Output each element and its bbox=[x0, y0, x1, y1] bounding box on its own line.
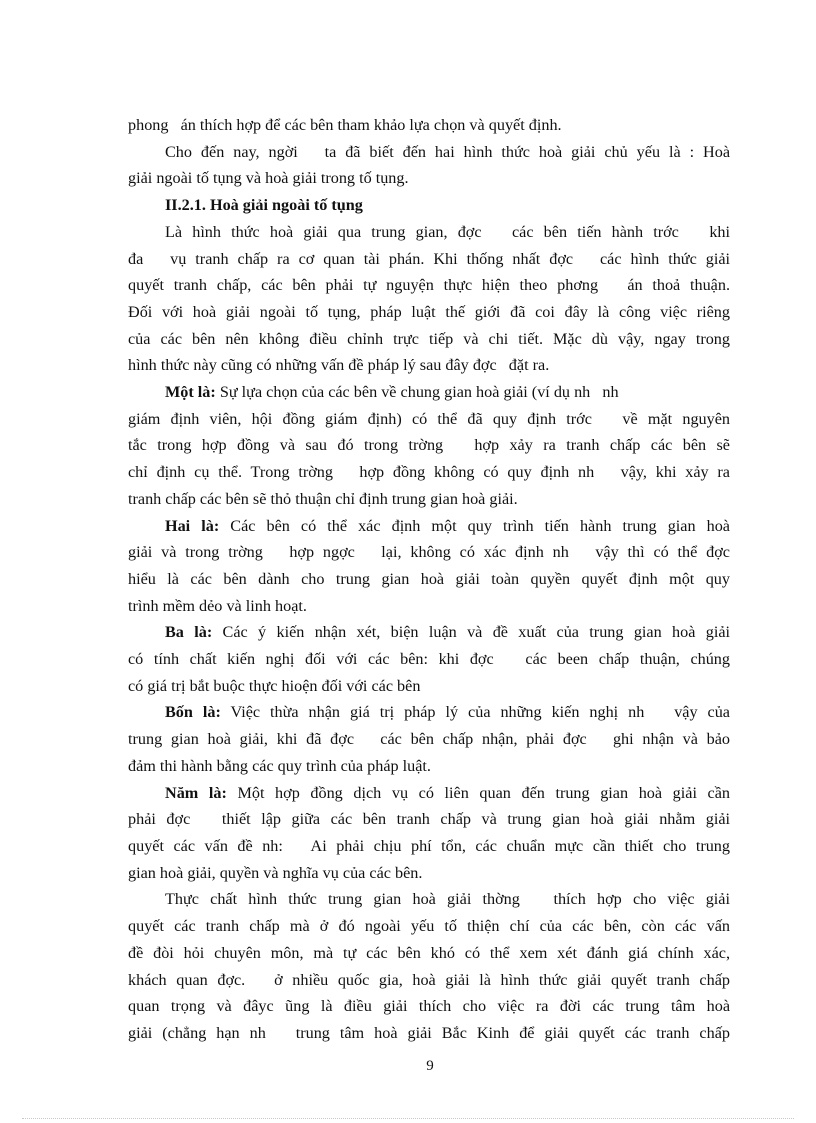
line-text: quyết tranh chấp, các bên phải tự nguyện thực hiện theo phơng án thoả thuận. bbox=[128, 276, 730, 295]
line-text: giải và trong trờng hợp ngợc lại, không có xác định nh vậy thì có thể đợc bbox=[128, 543, 730, 562]
line-text: Thực chất hình thức trung gian hoà giải thờng thích hợp cho việc giải bbox=[165, 890, 730, 909]
line-text: Việc thừa nhận giá trị pháp lý của những kiến nghị nh vậy của bbox=[220, 703, 730, 722]
text-line bbox=[128, 539, 730, 566]
text-line bbox=[128, 753, 730, 780]
line-text: quan trọng và đâyc ũng là điều giải thích cho việc ra đời các trung tâm hoà bbox=[128, 997, 730, 1016]
list-item-lead: Bốn là: bbox=[165, 703, 221, 722]
text-line bbox=[128, 619, 730, 646]
text-line bbox=[128, 352, 730, 379]
line-text: Các ý kiến nhận xét, biện luận và đề xuất của trung gian hoà giải bbox=[212, 623, 731, 642]
text-line bbox=[128, 913, 730, 940]
line-text: trung gian hoà giải, khi đã đợc các bên chấp nhận, phải đợc ghi nhận và bảo bbox=[128, 730, 730, 749]
line-text: đa vụ tranh chấp ra cơ quan tài phán. Khi thống nhất đợc các hình thức giải bbox=[128, 249, 730, 268]
text-line bbox=[128, 833, 730, 860]
text-line bbox=[128, 513, 730, 540]
line-text: giải (chẳng hạn nh trung tâm hoà giải Bắc Kinh để giải quyết các tranh chấp bbox=[128, 1023, 730, 1042]
text-line bbox=[128, 486, 730, 513]
text-line bbox=[128, 967, 730, 994]
text-line bbox=[128, 299, 730, 326]
text-line bbox=[128, 860, 730, 887]
text-line bbox=[128, 112, 730, 139]
line-text: phải đợc thiết lập giữa các bên tranh chấp và trung gian hoà giải nhằm giải bbox=[128, 810, 730, 829]
line-text: Cho đến nay, ngời ta đã biết đến hai hình thức hoà giải chủ yếu là : Hoà bbox=[165, 142, 730, 161]
line-text: quyết các vấn đề nh: Ai phải chịu phí tổn, các chuẩn mực cần thiết cho trung bbox=[128, 836, 730, 855]
line-text: gian hoà giải, quyền và nghĩa vụ của các bên. bbox=[128, 863, 423, 882]
page-number: 9 bbox=[426, 1058, 434, 1074]
text-line bbox=[128, 886, 730, 913]
text-line bbox=[128, 726, 730, 753]
text-line bbox=[128, 326, 730, 353]
document-page bbox=[128, 112, 730, 1047]
line-text: đề đòi hỏi chuyên môn, mà tự các bên khó có thể xem xét đánh giá chính xác, bbox=[128, 943, 730, 962]
line-text: giám định viên, hội đồng giám định) có thể đã quy định trớc về mặt nguyên bbox=[128, 409, 730, 428]
text-line bbox=[128, 806, 730, 833]
line-text: tranh chấp các bên sẽ thỏ thuận chỉ định trung gian hoà giải. bbox=[128, 489, 518, 508]
text-line bbox=[128, 780, 730, 807]
line-text: giải ngoài tố tụng và hoà giải trong tố tụng. bbox=[128, 169, 409, 188]
text-line bbox=[128, 1020, 730, 1047]
text-line bbox=[128, 673, 730, 700]
footer-divider bbox=[22, 1118, 794, 1119]
line-text: hình thức này cũng có những vấn đề pháp lý sau đây đợc đặt ra. bbox=[128, 356, 550, 375]
text-line bbox=[128, 406, 730, 433]
text-line bbox=[128, 379, 730, 406]
text-line bbox=[128, 272, 730, 299]
line-text: đảm thi hành bằng các quy trình của pháp luật. bbox=[128, 756, 431, 775]
line-text: Là hình thức hoà giải qua trung gian, đợc các bên tiến hành trớc khi bbox=[165, 222, 730, 241]
line-text: chỉ định cụ thể. Trong trờng hợp đồng không có quy định nh vậy, khi xảy ra bbox=[128, 463, 730, 482]
list-item-lead: Ba là: bbox=[165, 623, 213, 642]
list-item-lead: Hai là: bbox=[165, 516, 220, 535]
line-text: tắc trong hợp đồng và sau đó trong trờng hợp xảy ra tranh chấp các bên sẽ bbox=[128, 436, 730, 455]
text-line bbox=[128, 566, 730, 593]
list-item-lead: Năm là: bbox=[165, 783, 227, 802]
line-text: II.2.1. Hoà giải ngoài tố tụng bbox=[165, 196, 363, 215]
section-heading bbox=[128, 192, 730, 219]
text-line bbox=[128, 646, 730, 673]
line-text: Đối với hoà giải ngoài tố tụng, pháp luật thế giới đã coi đây là công việc riêng bbox=[128, 302, 730, 321]
line-text: có tính chất kiến nghị đối với các bên: khi đợc các been chấp thuận, chúng bbox=[128, 650, 730, 669]
text-line bbox=[128, 993, 730, 1020]
line-text: Một hợp đồng dịch vụ có liên quan đến trung gian hoà giải cần bbox=[226, 783, 731, 802]
line-text: trình mềm dẻo và linh hoạt. bbox=[128, 596, 307, 615]
text-line bbox=[128, 940, 730, 967]
text-line bbox=[128, 699, 730, 726]
line-text: Các bên có thể xác định một quy trình tiến hành trung gian hoà bbox=[219, 516, 730, 535]
line-text: hiểu là các bên dành cho trung gian hoà giải toàn quyền quyết định một quy bbox=[128, 569, 730, 588]
text-line bbox=[128, 139, 730, 166]
text-line bbox=[128, 432, 730, 459]
text-line bbox=[128, 593, 730, 620]
text-line bbox=[128, 246, 730, 273]
text-line bbox=[128, 459, 730, 486]
line-text: khách quan đợc. ở nhiều quốc gia, hoà giải là hình thức giải quyết tranh chấp bbox=[128, 970, 730, 989]
line-text: có giá trị bắt buộc thực hioện đối với các bên bbox=[128, 676, 421, 695]
list-item-lead: Một là: bbox=[165, 383, 216, 402]
line-text: của các bên nên không điều chỉnh trực tiếp và chi tiết. Mặc dù vậy, ngay trong bbox=[128, 329, 730, 348]
line-text: quyết các tranh chấp mà ở đó ngoài yếu tố thiện chí của các bên, còn các vấn bbox=[128, 917, 730, 936]
text-line bbox=[128, 219, 730, 246]
line-text: Sự lựa chọn của các bên về chung gian hoà giải (ví dụ nh nh bbox=[215, 383, 619, 402]
line-text: phong án thích hợp để các bên tham khảo lựa chọn và quyết định. bbox=[128, 116, 562, 134]
text-line bbox=[128, 165, 730, 192]
